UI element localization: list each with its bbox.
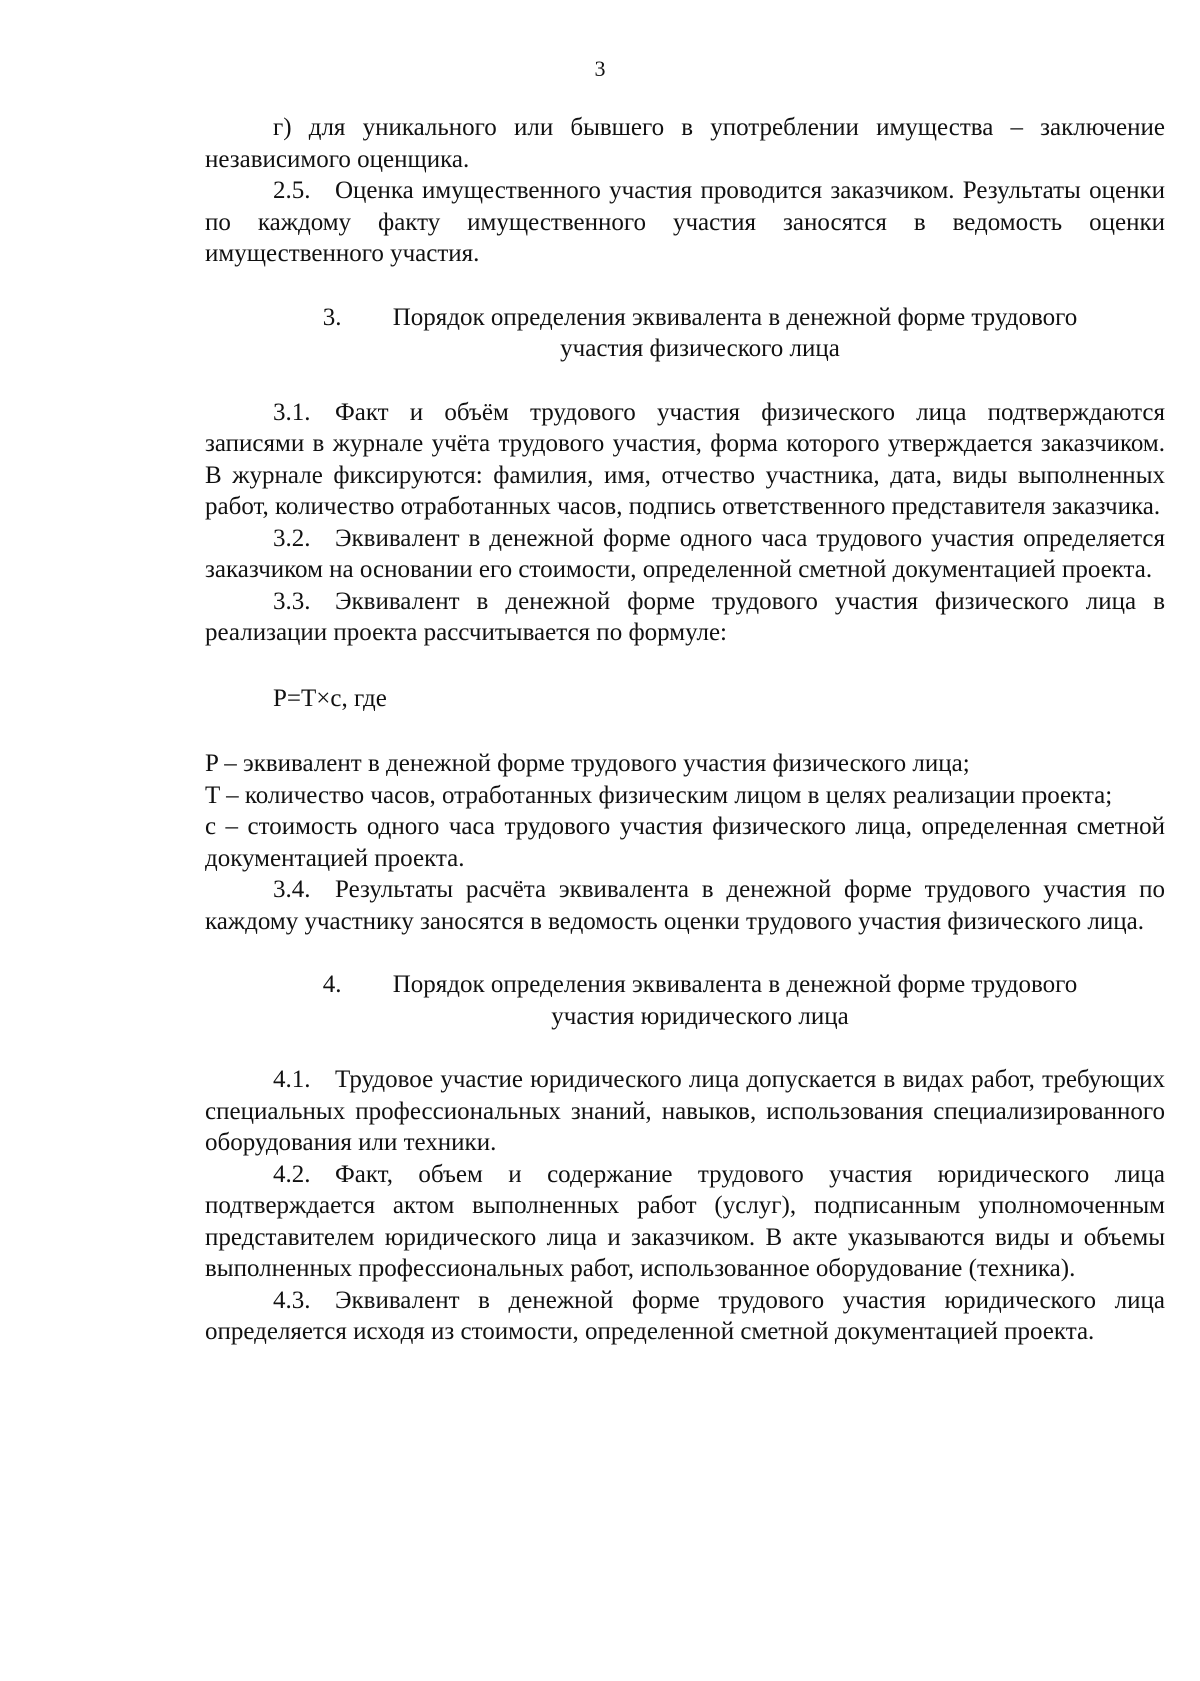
paragraph-3-1 bbox=[205, 397, 1165, 523]
paragraph-number: 2.5. bbox=[273, 177, 311, 204]
paragraph-number: 4.3. bbox=[273, 1286, 311, 1314]
paragraph-4-2 bbox=[205, 1159, 1165, 1285]
paragraph-text: Эквивалент в денежной форме трудового участия юридического лица определяется исходя из стоимости, определенной сметной документацией проекта. bbox=[205, 1286, 1165, 1345]
section-title-line-2: участия юридического лица bbox=[551, 1002, 849, 1030]
page-number: 3 bbox=[594, 56, 606, 81]
paragraph-number: 3.1. bbox=[273, 398, 311, 426]
definition-c: c – стоимость одного часа трудового участия физического лица, определенная сметной документацией проекта. bbox=[205, 813, 1165, 872]
paragraph-text: Эквивалент в денежной форме одного часа трудового участия определяется заказчиком на основании его стоимости, определенной сметной документацией проекта. bbox=[205, 524, 1165, 583]
document-body bbox=[205, 112, 1165, 1348]
section-title-line-2: участия физического лица bbox=[560, 335, 840, 362]
definition-p: P – эквивалент в денежной форме трудового участия физического лица; bbox=[205, 750, 970, 777]
paragraph-number: 3.3. bbox=[273, 587, 311, 615]
definition-t: T – количество часов, отработанных физическим лицом в целях реализации проекта; bbox=[205, 781, 1113, 809]
section-title-line-1: Порядок определения эквивалента в денежной форме трудового bbox=[392, 971, 1078, 998]
paragraph-number: 3.4. bbox=[273, 876, 311, 903]
paragraph-text: Факт, объем и содержание трудового участия юридического лица подтверждается актом выполненных работ (услуг), подписанным уполномоченным представителем юридического лица и заказчиком. В акте указываются виды и объемы выполненных профессиональных работ, использованное оборудование (техника). bbox=[205, 1160, 1165, 1282]
section-number: 3. bbox=[322, 303, 342, 331]
paragraph-3-3 bbox=[205, 586, 1165, 649]
paragraph-text: Эквивалент в денежной форме трудового участия физического лица в реализации проекта рассчитывается по формуле: bbox=[205, 587, 1165, 646]
paragraph-3-4 bbox=[205, 874, 1165, 937]
paragraph-text: Трудовое участие юридического лица допускается в видах работ, требующих специальных профессиональных знаний, навыков, использования специализированного оборудования или техники. bbox=[205, 1066, 1165, 1156]
paragraph-number: 4.1. bbox=[273, 1066, 311, 1093]
section-heading-4 bbox=[205, 969, 1165, 1032]
formula: P=T×c, где bbox=[273, 684, 387, 712]
paragraph-text: Результаты расчёта эквивалента в денежной форме трудового участия по каждому участнику заносятся в ведомость оценки трудового участия физического лица. bbox=[205, 876, 1165, 935]
paragraph-text: Факт и объём трудового участия физического лица подтверждаются записями в журнале учёта трудового участия, форма которого утверждается заказчиком. В журнале фиксируются: фамилия, имя, отчество участника, дата, виды выполненных работ, количество отработанных часов, подпись ответственного представителя заказчика. bbox=[205, 398, 1165, 520]
paragraph-number: 4.2. bbox=[273, 1160, 311, 1188]
paragraph-4-1 bbox=[205, 1064, 1165, 1159]
section-number: 4. bbox=[322, 971, 342, 998]
paragraph-text: Оценка имущественного участия проводится заказчиком. Результаты оценки по каждому факту имущественного участия заносятся в ведомость оценки имущественного участия. bbox=[205, 177, 1165, 267]
paragraph-number: 3.2. bbox=[273, 524, 311, 552]
paragraph-2-5 bbox=[205, 175, 1165, 270]
paragraph-item-g: г) для уникального или бывшего в употреблении имущества – заключение независимого оценщика. bbox=[205, 114, 1165, 173]
paragraph-3-2 bbox=[205, 523, 1165, 586]
section-title-line-1: Порядок определения эквивалента в денежной форме трудового bbox=[392, 303, 1078, 331]
paragraph-4-3 bbox=[205, 1285, 1165, 1348]
section-heading-3 bbox=[205, 302, 1165, 365]
